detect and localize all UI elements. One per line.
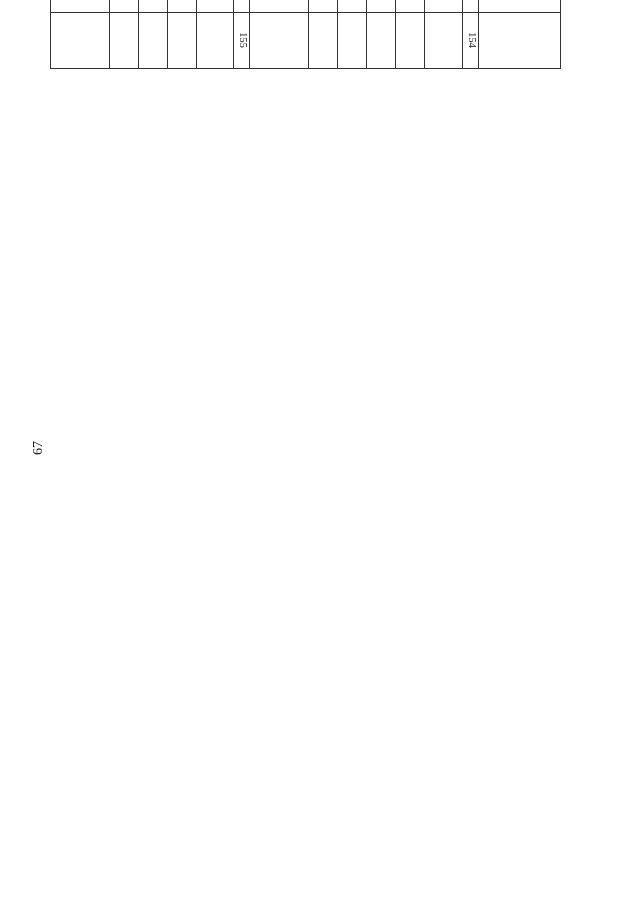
profession-cell bbox=[197, 0, 235, 13]
profession-cell bbox=[463, 0, 479, 13]
row-number-cell bbox=[168, 13, 197, 69]
row-number-cell bbox=[367, 13, 396, 69]
profession-cell bbox=[425, 0, 463, 13]
table-row bbox=[51, 0, 110, 69]
profession-cell bbox=[479, 0, 561, 13]
table-row bbox=[309, 0, 338, 69]
table-row bbox=[168, 0, 197, 69]
profession-cell bbox=[309, 0, 338, 13]
table-row bbox=[367, 0, 396, 69]
profession-cell bbox=[139, 0, 168, 13]
table-body bbox=[51, 0, 561, 69]
row-number-cell bbox=[250, 13, 309, 69]
ppe-norms-table bbox=[50, 0, 561, 69]
profession-cell bbox=[110, 0, 139, 13]
row-number-cell bbox=[309, 13, 338, 69]
table-row bbox=[338, 0, 367, 69]
row-number-cell bbox=[338, 13, 367, 69]
table-row bbox=[139, 0, 168, 69]
table-row bbox=[425, 0, 463, 69]
profession-cell bbox=[234, 0, 250, 13]
row-number-cell bbox=[197, 13, 235, 69]
profession-cell bbox=[396, 0, 425, 13]
page-number: 67 bbox=[31, 441, 46, 455]
row-number-cell bbox=[139, 13, 168, 69]
row-number-cell: 155 bbox=[234, 13, 250, 69]
profession-cell bbox=[168, 0, 197, 13]
table-row bbox=[197, 0, 235, 69]
row-number-cell bbox=[110, 13, 139, 69]
table-row bbox=[110, 0, 139, 69]
table-row bbox=[396, 0, 425, 69]
table-row bbox=[463, 0, 479, 69]
profession-cell bbox=[51, 0, 110, 13]
profession-cell bbox=[367, 0, 396, 13]
table-row bbox=[479, 0, 561, 69]
ppe-norms-table-rotated bbox=[89, 0, 561, 69]
profession-cell bbox=[250, 0, 309, 13]
row-number-cell: 154 bbox=[463, 13, 479, 69]
row-number-cell bbox=[425, 13, 463, 69]
row-number-cell bbox=[51, 13, 110, 69]
table-row bbox=[234, 0, 250, 69]
row-number-cell bbox=[479, 13, 561, 69]
row-number-cell bbox=[396, 13, 425, 69]
table-row bbox=[250, 0, 309, 69]
profession-cell bbox=[338, 0, 367, 13]
